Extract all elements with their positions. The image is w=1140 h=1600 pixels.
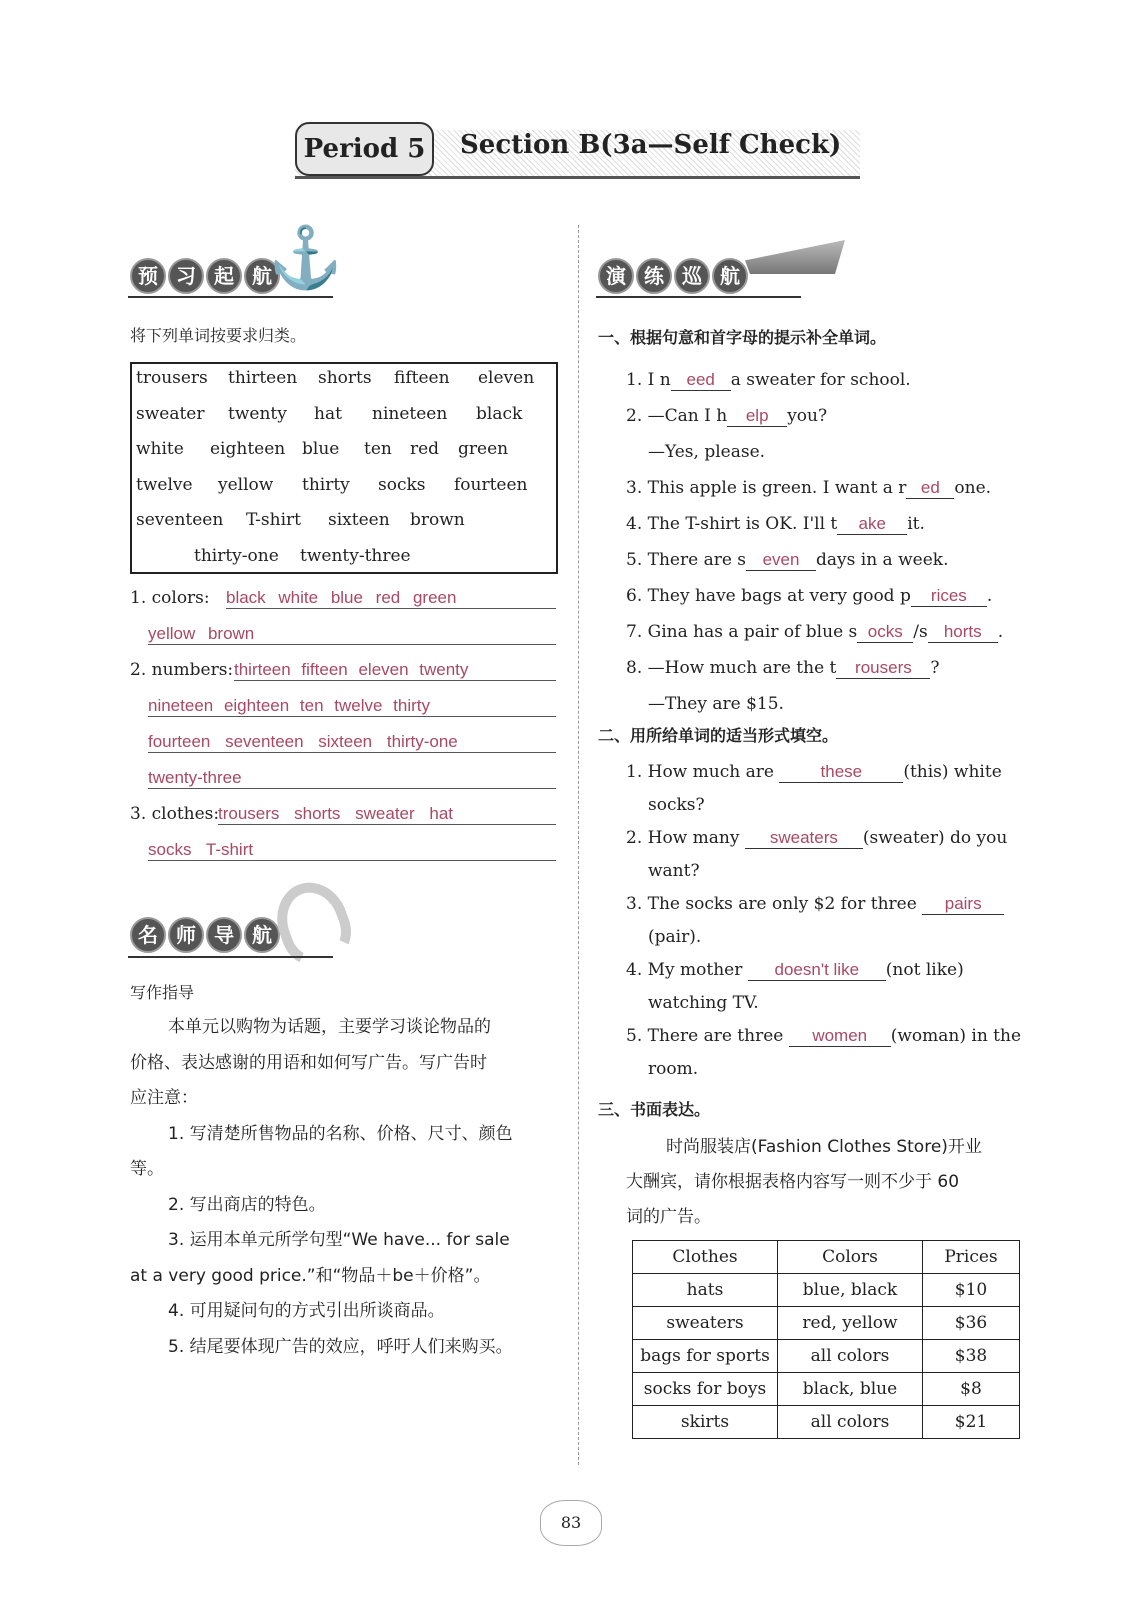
p1-item: —They are $15. — [648, 694, 784, 714]
cat-numbers-label: 2. numbers: — [130, 660, 234, 680]
table-row: bags for sports all colors $38 — [633, 1340, 1020, 1373]
cat-colors-answer: black white blue red green — [226, 588, 556, 609]
page-number: 83 — [540, 1500, 602, 1546]
cat-colors-answer: yellow brown — [148, 624, 556, 645]
p1-item: 7. Gina has a pair of blue s ocks /s horts . — [626, 622, 1004, 642]
p1-item: 4. The T-shirt is OK. I'll t ake it. — [626, 514, 925, 534]
guide-title: 写作指导 — [130, 983, 195, 1002]
table-row: socks for boys black, blue $8 — [633, 1373, 1020, 1406]
cat-numbers-answer: thirteen fifteen eleven twenty — [234, 660, 556, 681]
word-box — [130, 362, 558, 574]
word-row: seventeen T-shirt sixteen brown — [136, 510, 465, 530]
badge-underline — [128, 956, 333, 958]
p1-item: —Yes, please. — [648, 442, 766, 462]
p1-item: 1. I n eed a sweater for school. — [626, 370, 911, 390]
cat-numbers-answer: fourteen seventeen sixteen thirty-one — [148, 732, 556, 753]
badge-underline — [596, 296, 801, 298]
cat-colors-label: 1. colors: — [130, 588, 210, 608]
p2-item: 4. My mother doesn't like (not like) — [626, 960, 964, 980]
p2-item: 2. How many sweaters (sweater) do you — [626, 828, 1008, 848]
table-row: sweaters red, yellow $36 — [633, 1307, 1020, 1340]
part3-body: 时尚服装店(Fashion Clothes Store)开业 大酬宾，请你根据表格内容写一则不少于 60 词的广告。 — [626, 1137, 982, 1227]
cat-numbers-answer: twenty-three — [148, 768, 556, 789]
p1-item: 3. This apple is green. I want a r ed one. — [626, 478, 992, 498]
badge-practice: 演 练 巡 航 — [598, 258, 748, 294]
p2-item: 3. The socks are only $2 for three pairs — [626, 888, 1046, 921]
table-header-row: Clothes Colors Prices — [633, 1241, 1020, 1274]
cat-numbers-answer: nineteen eighteen ten twelve thirty — [148, 696, 556, 717]
table-row: hats blue, black $10 — [633, 1274, 1020, 1307]
part1-list — [626, 362, 1046, 722]
instruction: 将下列单词按要求归类。 — [130, 326, 307, 345]
word-row: sweater twenty hat nineteen black — [136, 404, 523, 424]
p2-item-cont: want? — [648, 861, 700, 881]
period-label: Period 5 — [295, 122, 434, 176]
table-row: skirts all colors $21 — [633, 1406, 1020, 1439]
decorative-shape-icon — [266, 873, 360, 974]
word-row: trousers thirteen shorts fifteen eleven — [136, 368, 535, 388]
p2-item-cont: socks? — [648, 795, 705, 815]
p1-item: 2. —Can I h elp you? — [626, 406, 828, 426]
section-title: Section B(3a—Self Check) — [460, 130, 842, 160]
ship-icon — [745, 240, 845, 274]
cat-clothes-answer: trousers shorts sweater hat — [218, 804, 556, 825]
p1-item: 5. There are s even days in a week. — [626, 550, 949, 570]
word-row: thirty-one twenty-three — [194, 546, 411, 566]
badge-teacher: 名 师 导 航 — [130, 917, 280, 953]
part2-title: 二、用所给单词的适当形式填空。 — [598, 726, 839, 745]
badge-preview: 预 习 起 航 — [130, 258, 280, 294]
word-row: twelve yellow thirty socks fourteen — [136, 475, 528, 495]
p2-item: 5. There are three women (woman) in the — [626, 1026, 1022, 1046]
p2-item: 1. How much are these (this) white — [626, 762, 1002, 782]
part1-title: 一、根据句意和首字母的提示补全单词。 — [598, 328, 887, 347]
column-divider — [578, 225, 579, 1465]
cat-clothes-label: 3. clothes: — [130, 804, 220, 824]
word-row: white eighteen blue ten red green — [136, 439, 509, 459]
badge-underline — [128, 296, 333, 298]
p2-item-cont: (pair). — [648, 927, 702, 947]
part2-list — [626, 756, 1046, 1086]
cat-clothes-answer: socks T-shirt — [148, 840, 556, 861]
anchor-icon: ⚓ — [268, 223, 343, 293]
p2-item-cont: watching TV. — [648, 993, 759, 1013]
p1-item: 8. —How much are the t rousers ? — [626, 658, 940, 678]
price-table — [632, 1240, 1020, 1439]
p1-item: 6. They have bags at very good p rices . — [626, 586, 993, 606]
part3-title: 三、书面表达。 — [598, 1100, 711, 1119]
guide-body: 本单元以购物为话题，主要学习谈论物品的 价格、表达感谢的用语和如何写广告。写广告时 应注意： 1. 写清楚所售物品的名称、价格、尺寸、颜色 等。 2. 写出商店的特色。 3. 运用本单元所学句型“We have... for sale at a very good price.”和“物品＋be＋价格”。 4. 可用疑问句的方式引出所谈商品。 5. 结尾要体现广告的效应，呼吁人们来购买。 — [130, 1017, 513, 1357]
p2-item-cont: room. — [648, 1059, 699, 1079]
